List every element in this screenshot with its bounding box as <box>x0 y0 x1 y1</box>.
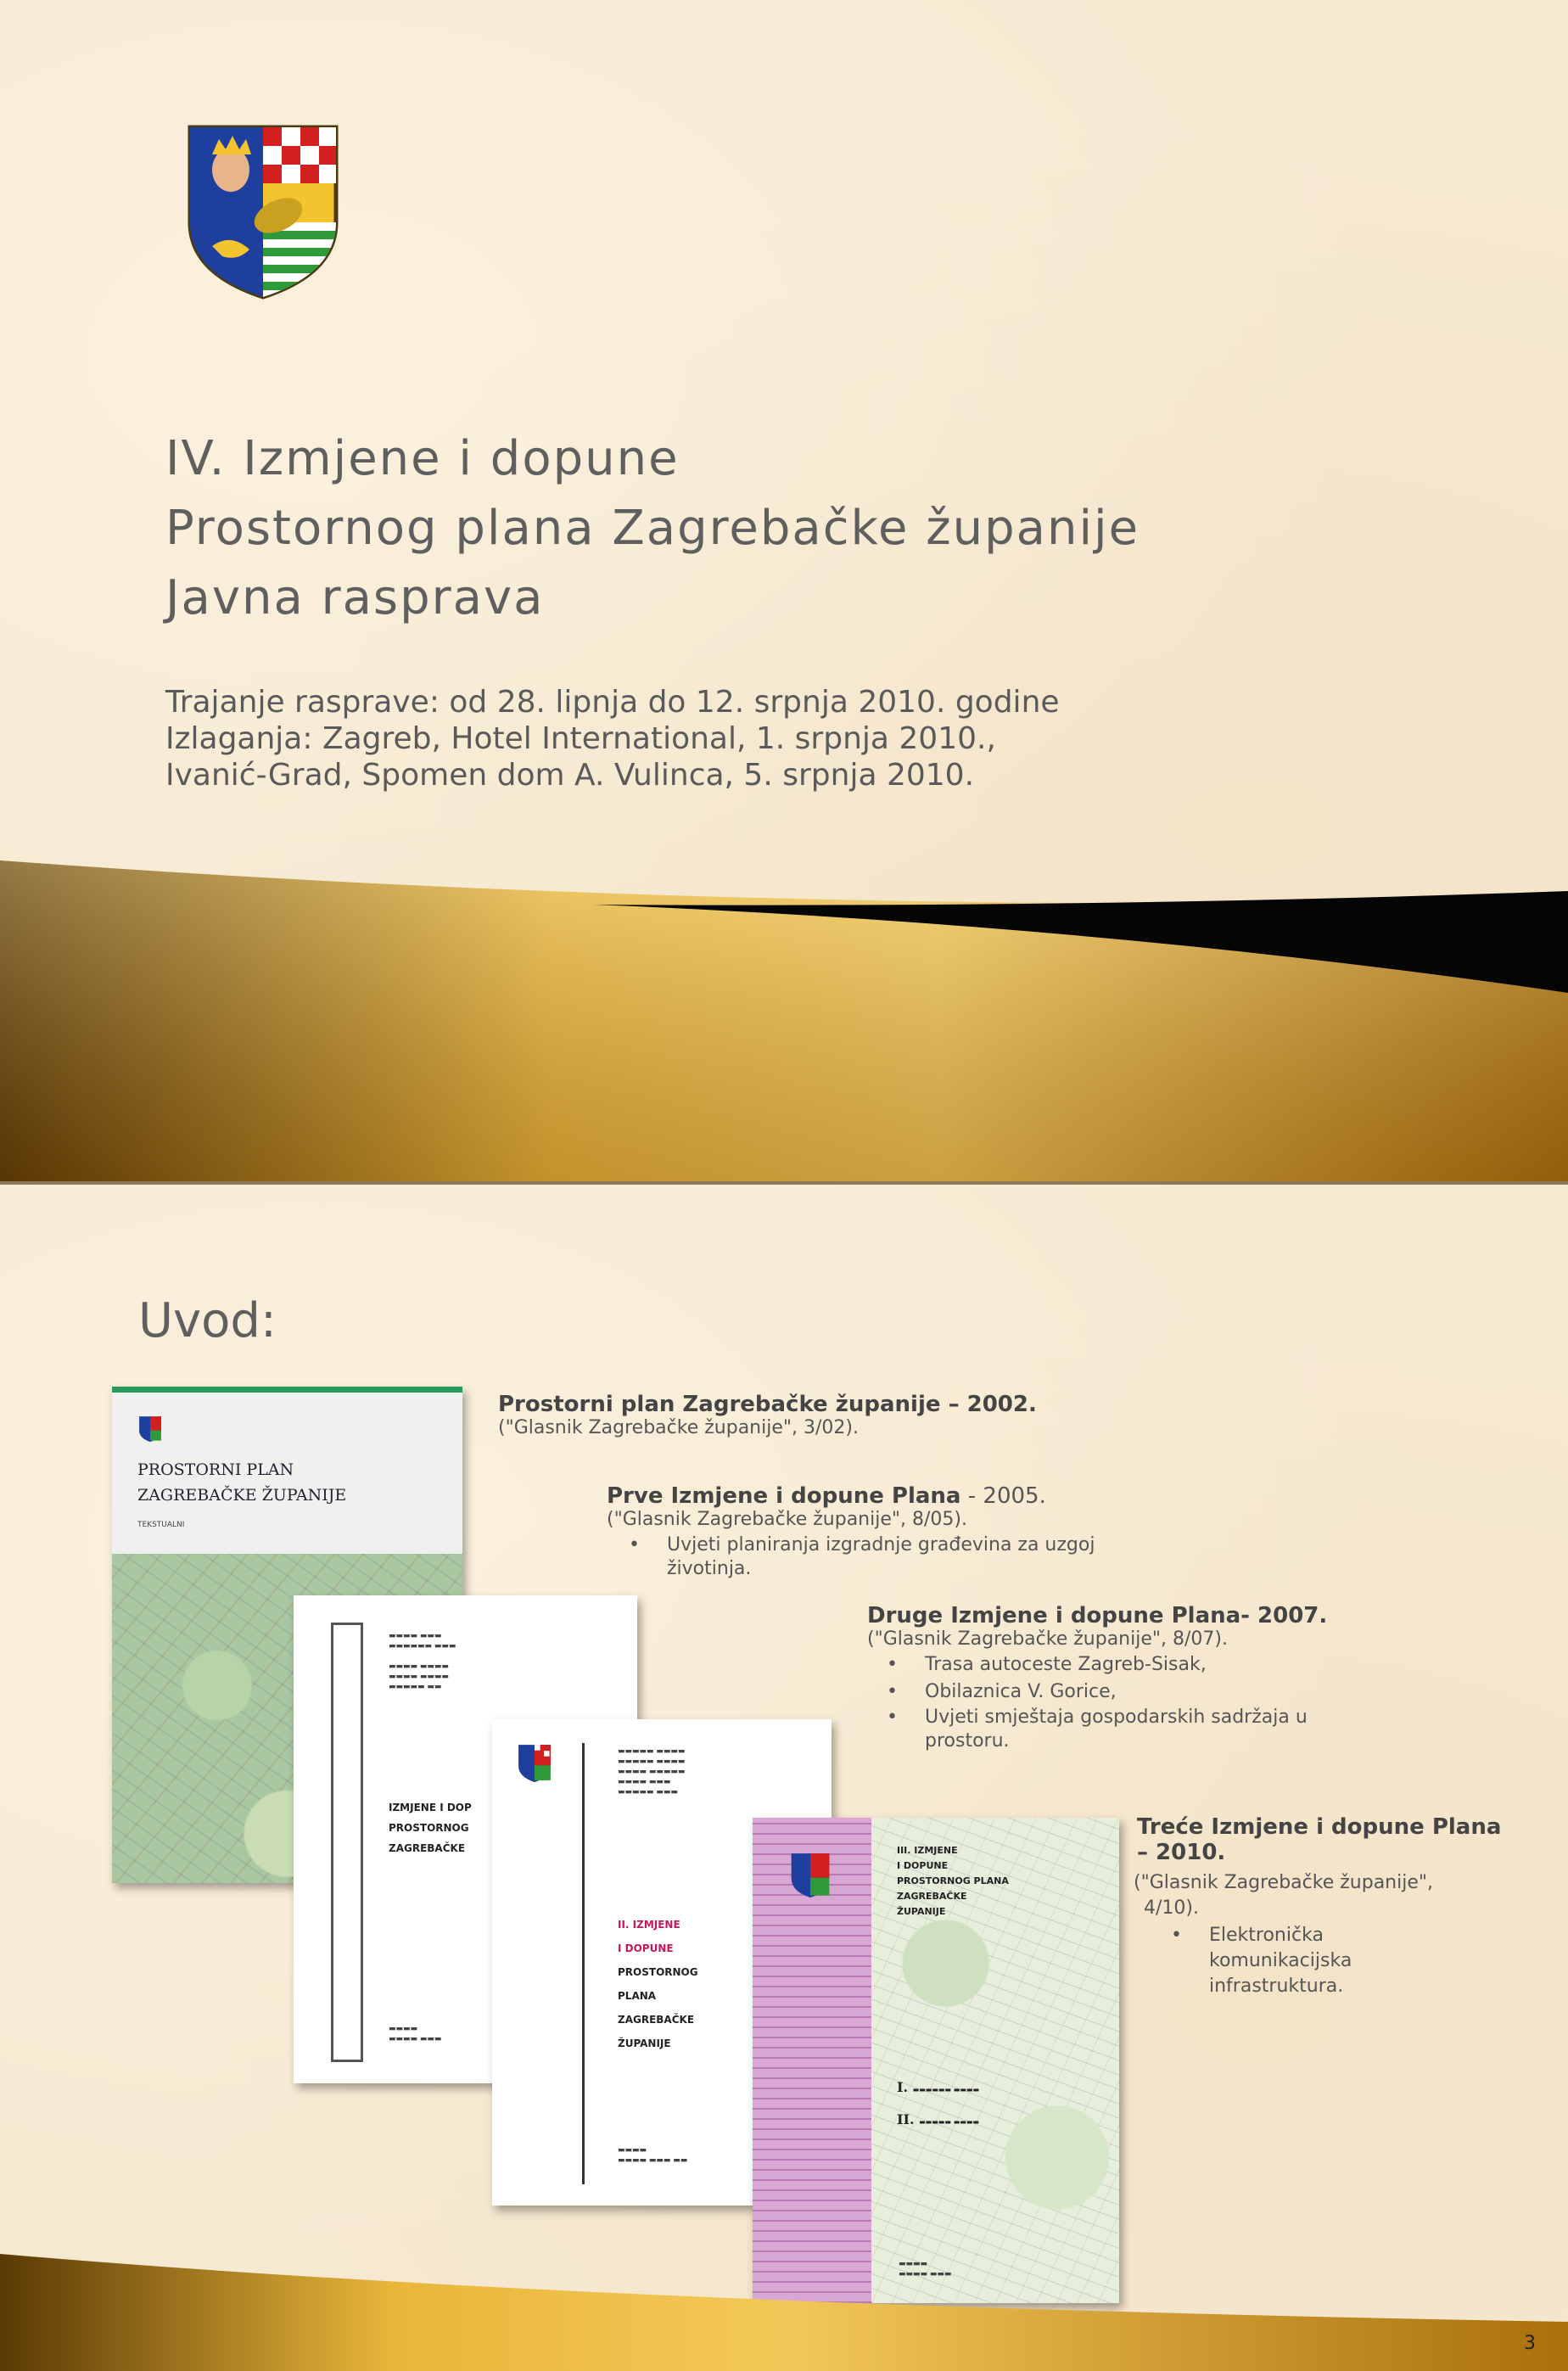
entry-2005-bullet-1: • Uvjeti planiranja izgradnje građevina za uzgoj <box>667 1534 1095 1555</box>
amendments-2005-cover-image: ▬▬▬▬ ▬▬▬ ▬▬▬▬▬▬ ▬▬▬ ▬▬▬▬ ▬▬▬▬ ▬▬▬▬ ▬▬▬▬ ▬▬▬▬▬ ▬▬ IZMJENE I DOP PROSTORNOG ZAGREBAČKE ▬▬▬▬ ▬▬▬▬ ▬▬▬ <box>294 1595 637 2083</box>
page-number: 3 <box>1524 2333 1536 2354</box>
title-line-3: Javna rasprava <box>165 570 545 625</box>
cover2-title: IZMJENE I DOP PROSTORNOG ZAGREBAČKE <box>389 1802 472 1854</box>
entry-2007-bullet-3-cont: prostoru. <box>925 1730 1010 1752</box>
coat-of-arms-logo <box>178 121 348 303</box>
info-line-ivanic-grad: Ivanić-Grad, Spomen dom A. Vulinca, 5. srpnja 2010. <box>165 758 975 793</box>
title-line-1: IV. Izmjene i dopune <box>165 431 680 486</box>
entry-2010-source-line-2: 4/10). <box>1144 1897 1199 1919</box>
cover1-title: PROSTORNI PLAN ZAGREBAČKE ŽUPANIJE <box>137 1460 347 1505</box>
uvod-heading: Uvod: <box>138 1293 277 1348</box>
entry-2007-bullet-3: • Uvjeti smještaja gospodarskih sadržaja u <box>925 1707 1308 1728</box>
gold-band-decoration <box>0 849 1568 1181</box>
cover4-parts: I. ▬▬▬▬▬▬ ▬▬▬▬ II. ▬▬▬▬▬ ▬▬▬▬ <box>897 2079 980 2127</box>
entry-2005-bullet-1-cont: životinja. <box>667 1558 752 1579</box>
entry-2007-source: ("Glasnik Zagrebačke županije", 8/07). <box>867 1628 1228 1650</box>
cover-crest-icon <box>788 1852 832 1899</box>
entry-2002-title: Prostorni plan Zagrebačke županije – 2002. <box>498 1392 1037 1417</box>
cover4-title: III. IZMJENE I DOPUNE PROSTORNOG PLANA ZAGREBAČKE ŽUPANIJE <box>897 1845 1009 1917</box>
entry-2010-bullet-1: • Elektronička <box>1209 1925 1324 1946</box>
amendments-2007-cover-image: ▬▬▬▬▬ ▬▬▬▬ ▬▬▬▬▬ ▬▬▬▬ ▬▬▬▬ ▬▬▬▬▬ ▬▬▬▬ ▬▬▬ ▬▬▬▬▬ ▬▬▬ II. IZMJENE I DOPUNE PROSTORNOG PLANA ZAGREBAČKE ŽUPANIJE ▬▬▬▬ ▬▬▬▬ ▬▬▬ ▬▬ <box>492 1719 832 2206</box>
entry-2002-source: ("Glasnik Zagrebačke županije", 3/02). <box>498 1417 859 1438</box>
entry-2010-title-line-1: Treće Izmjene i dopune Plana <box>1137 1814 1502 1840</box>
entry-2010-bullet-1-cont-2: infrastruktura. <box>1209 1976 1344 1997</box>
cover3-title: II. IZMJENE I DOPUNE PROSTORNOG PLANA ZAGREBAČKE ŽUPANIJE <box>618 1919 698 2049</box>
cover-crest-icon <box>516 1743 553 1784</box>
info-line-duration: Trajanje rasprave: od 28. lipnja do 12. srpnja 2010. godine <box>165 685 1060 720</box>
entry-2005-source: ("Glasnik Zagrebačke županije", 8/05). <box>607 1509 967 1530</box>
cover-crest-icon <box>137 1415 163 1443</box>
title-line-2: Prostornog plana Zagrebačke županije <box>165 501 1140 556</box>
entry-2007-bullet-2: • Obilaznica V. Gorice, <box>925 1681 1117 1702</box>
entry-2005-heading: Prve Izmjene i dopune Plana - 2005. <box>607 1483 1046 1509</box>
slide-uvod <box>0 1181 1568 2371</box>
slide-title <box>0 0 1568 1181</box>
entry-2005-title: Prve Izmjene i dopune Plana <box>607 1483 961 1509</box>
event-info <box>165 684 1060 793</box>
entry-2010-bullet-1-cont-1: komunikacijska <box>1209 1950 1352 1971</box>
entry-2010-title-line-2: – 2010. <box>1137 1840 1226 1865</box>
entry-2010-source-line-1: ("Glasnik Zagrebačke županije", <box>1134 1872 1433 1893</box>
cover1-subtitle: TEKSTUALNI <box>137 1521 185 1529</box>
slide-title-heading <box>165 424 1140 633</box>
entry-2007-title: Druge Izmjene i dopune Plana- 2007. <box>867 1603 1328 1628</box>
gold-band-bottom-decoration <box>0 2186 1568 2371</box>
amendments-2010-cover-image: III. IZMJENE I DOPUNE PROSTORNOG PLANA ZAGREBAČKE ŽUPANIJE I. ▬▬▬▬▬▬ ▬▬▬▬ II. ▬▬▬▬▬ ▬▬▬▬ ▬▬▬▬ ▬▬▬▬ ▬▬▬ <box>753 1818 1119 2303</box>
info-line-zagreb: Izlaganja: Zagreb, Hotel International, 1. srpnja 2010., <box>165 721 996 756</box>
entry-2007-bullet-1: • Trasa autoceste Zagreb-Sisak, <box>925 1654 1207 1675</box>
